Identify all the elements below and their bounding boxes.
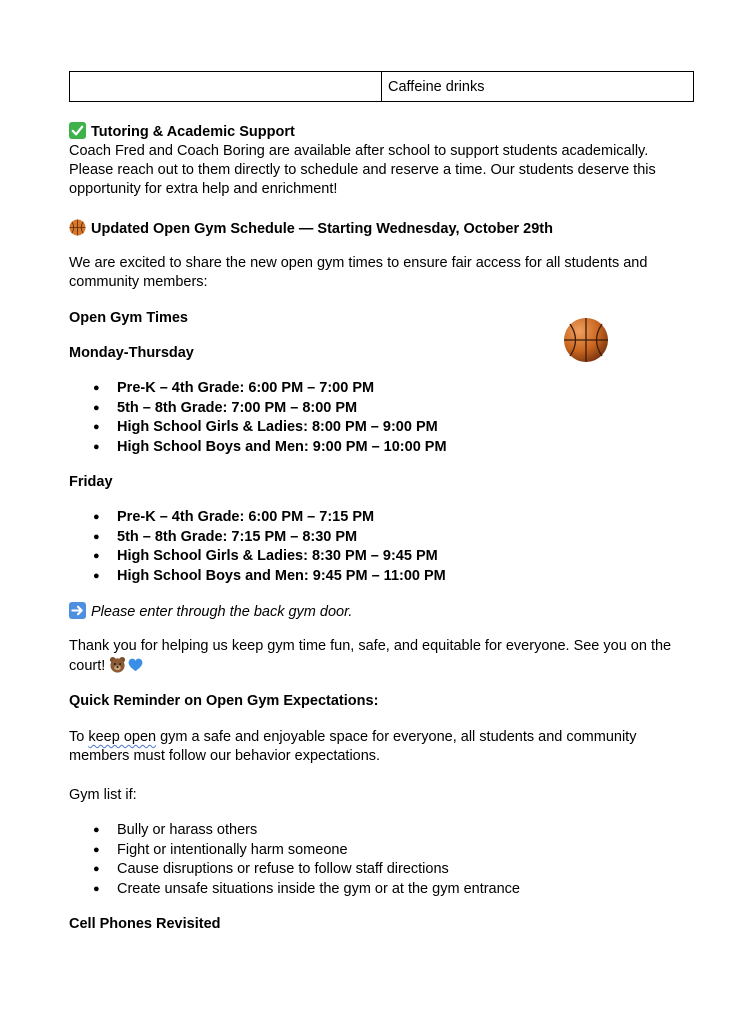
list-item: ● Pre-K – 4th Grade: 6:00 PM – 7:15 PM — [69, 508, 689, 528]
basketball-icon — [69, 219, 86, 236]
expectations-line-2: members must follow our behavior expectations. — [69, 748, 381, 764]
table-cell-empty — [70, 72, 382, 102]
open-gym-times-heading: Open Gym Times — [69, 310, 188, 326]
list-item: ● High School Boys and Men: 9:00 PM – 10:00 PM — [69, 438, 689, 458]
expectations-line-1: To keep open gym a safe and enjoyable space for everyone, all students and community — [69, 729, 637, 745]
gym-heading: Updated Open Gym Schedule — Starting Wednesday, October 29th — [69, 219, 694, 240]
list-item: ● Bully or harass others — [69, 821, 689, 841]
table-cell-caffeine: Caffeine drinks — [382, 72, 694, 102]
monday-thursday-heading: Monday-Thursday — [69, 345, 194, 361]
check-mark-icon — [69, 122, 86, 139]
list-item: ● Pre-K – 4th Grade: 6:00 PM – 7:00 PM — [69, 379, 689, 399]
list-item: ● High School Boys and Men: 9:45 PM – 11:00 PM — [69, 567, 689, 587]
drinks-table — [69, 71, 694, 102]
list-item: ● Create unsafe situations inside the gym or at the gym entrance — [69, 880, 689, 900]
friday-list — [69, 508, 689, 586]
enter-note: Please enter through the back gym door. — [69, 602, 694, 623]
gym-intro-2: community members: — [69, 274, 208, 290]
list-item: ● Fight or intentionally harm someone — [69, 841, 689, 861]
behavior-list — [69, 821, 689, 899]
friday-heading: Friday — [69, 474, 113, 490]
tutoring-line-2: Please reach out to them directly to schedule and reserve a time. Our students deserve this — [69, 162, 656, 178]
thanks-line-1: Thank you for helping us keep gym time fun, safe, and equitable for everyone. See you on the — [69, 638, 672, 654]
thanks-line-2: court! — [69, 656, 694, 677]
blue-heart-icon — [127, 656, 144, 673]
list-item: ● High School Girls & Ladies: 8:30 PM – 9:45 PM — [69, 547, 689, 567]
spellcheck-underline: keep open — [88, 729, 157, 745]
right-arrow-icon — [69, 602, 86, 619]
cell-phones-heading: Cell Phones Revisited — [69, 916, 221, 932]
tutoring-line-3: opportunity for extra help and enrichment! — [69, 181, 338, 197]
list-item: ● 5th – 8th Grade: 7:00 PM – 8:00 PM — [69, 399, 689, 419]
gym-list-intro: Gym list if: — [69, 787, 137, 803]
gym-intro-1: We are excited to share the new open gym times to ensure fair access for all students and — [69, 255, 648, 271]
list-item: ● 5th – 8th Grade: 7:15 PM – 8:30 PM — [69, 528, 689, 548]
tutoring-line-1: Coach Fred and Coach Boring are available after school to support students academically. — [69, 143, 649, 159]
list-item: ● High School Girls & Ladies: 8:00 PM – 9:00 PM — [69, 418, 689, 438]
tutoring-heading: Tutoring & Academic Support — [69, 122, 694, 143]
list-item: ● Cause disruptions or refuse to follow staff directions — [69, 860, 689, 880]
bear-icon — [109, 656, 126, 673]
expectations-heading: Quick Reminder on Open Gym Expectations: — [69, 693, 379, 709]
monday-thursday-list — [69, 379, 689, 457]
